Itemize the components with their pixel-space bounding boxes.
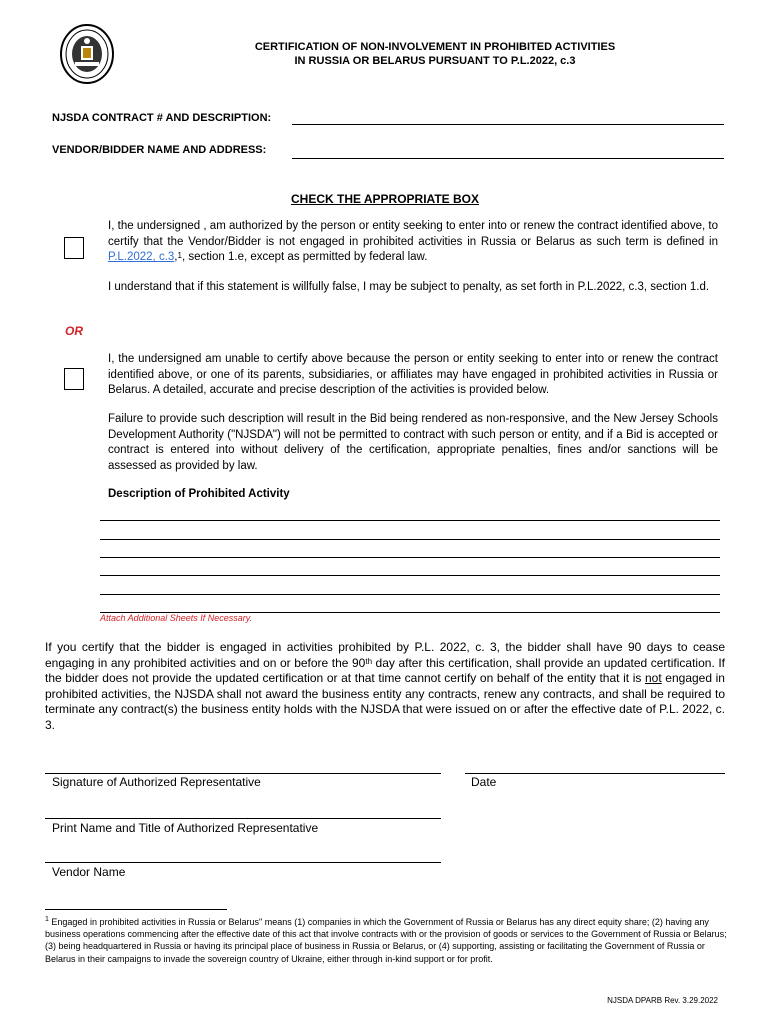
cease-activities-paragraph: [45, 640, 725, 733]
title-line-2: IN RUSSIA OR BELARUS PURSUANT TO P.L.2022, c.3: [294, 55, 576, 67]
footnote-ref: ,$^1$: [174, 251, 182, 263]
description-line[interactable]: [100, 539, 720, 540]
option1-text: [108, 219, 718, 266]
title-line-1: CERTIFICATION OF NON-INVOLVEMENT IN PROHIBITED ACTIVITIES: [254, 41, 616, 53]
option2-text: I, the undersigned am unable to certify above because the person or entity seeking to enter into or renew the contract identified above, or one of its parents, subsidiaries, or affiliates may have engaged in prohibited activities in Russia or Belarus. A detailed, accurate and precise description of the activities is provided below.: [108, 353, 718, 396]
main-para-part3: engaged in prohibited activities, the NJSDA shall not award the business entity any contracts, renew any contracts, and shall be required to terminate any contract(s) the business entity holds with the NJSDA that were issued on or after the effective date of P.L. 2022, c. 3.: [45, 671, 725, 732]
page-title: [130, 40, 740, 68]
footnote-ref-number: 1: [177, 251, 182, 260]
contract-label: NJSDA CONTRACT # AND DESCRIPTION:: [52, 112, 272, 124]
main-para-part2: day after this certification, shall provide an updated certification. If the bidder does not provide the updated certification or at that time cannot certify on behalf of the entity that it is: [45, 655, 725, 685]
attach-note: Attach Additional Sheets If Necessary.: [100, 613, 253, 623]
pl-link[interactable]: P.L.2022, c.3: [108, 251, 175, 263]
footnote: [45, 916, 727, 965]
certify-not-engaged-checkbox[interactable]: [64, 237, 84, 259]
main-para-part1: If you certify that the bidder is engaged in activities prohibited by P.L. 2022, c. 3, the bidder shall have 90 days to cease engaging in any prohibited activities and on or before the 90: [45, 640, 725, 670]
vendor-name-label: Vendor Name: [52, 865, 126, 879]
revision-label: NJSDA DPARB Rev. 3.29.2022: [607, 996, 718, 1005]
print-name-label: Print Name and Title of Authorized Representative: [52, 821, 319, 835]
contract-field[interactable]: [292, 124, 724, 125]
check-heading: CHECK THE APPROPRIATE BOX: [290, 192, 479, 206]
signature-label: Signature of Authorized Representative: [52, 775, 261, 789]
description-line[interactable]: [100, 575, 720, 576]
option2-failure-text: Failure to provide such description will result in the Bid being rendered as non-responsive, and the New Jersey Schools Development Authority ("NJSDA") will not be permitted to contract with such person or entity, and if a Bid is accepted or contract is entered into without delivery of the certification, appropriate penalties, fines and/or sanctions will be assessed as provided by law.: [108, 413, 718, 472]
print-name-field[interactable]: [45, 818, 441, 819]
or-label: OR: [65, 324, 83, 338]
option1-penalty-text: I understand that if this statement is willfully false, I may be subject to penalty, as set forth in P.L.2022, c.3, section 1.d.: [108, 281, 710, 293]
description-line[interactable]: [100, 557, 720, 558]
date-label: Date: [471, 775, 497, 789]
option1-text-b: , section 1.e, except as permitted by federal law.: [181, 251, 428, 263]
footnote-text: Engaged in prohibited activities in Russia or Belarus" means (1) companies in which the Government of Russia or Belarus has any direct equity share; (2) having any business operations commencing after the effective date of this act that involve contracts with or the provision of goods or services to the Government of Russia or Belarus; (3) being headquartered in Russia or having its principal place of business in Russia or Belarus, or (4) supporting, assisting or facilitating the Government of Russia or Belarus in their campaigns to invade the sovereign country of Ukraine, either through in-kind support or for profit.: [45, 917, 727, 964]
certify-engaged-checkbox[interactable]: [64, 368, 84, 390]
description-line[interactable]: [100, 520, 720, 521]
footnote-divider: [45, 909, 227, 910]
main-para-sup: th: [365, 656, 373, 666]
description-label: Description of Prohibited Activity: [108, 488, 290, 500]
footnote-number: 1: [45, 916, 49, 923]
vendor-address-label: VENDOR/BIDDER NAME AND ADDRESS:: [52, 144, 267, 156]
date-field[interactable]: [465, 773, 725, 774]
description-line[interactable]: [100, 594, 720, 595]
main-para-not: not: [645, 671, 662, 685]
signature-field[interactable]: [45, 773, 441, 774]
option1-text-a: I, the undersigned , am authorized by the person or entity seeking to enter into or renew the contract identified above, to certify that the Vendor/Bidder is not engaged in prohibited activities in Russia or Belarus as such term is defined in: [108, 220, 718, 248]
vendor-name-field[interactable]: [45, 862, 441, 863]
vendor-address-field[interactable]: [292, 158, 724, 159]
state-seal-icon: [60, 24, 114, 84]
